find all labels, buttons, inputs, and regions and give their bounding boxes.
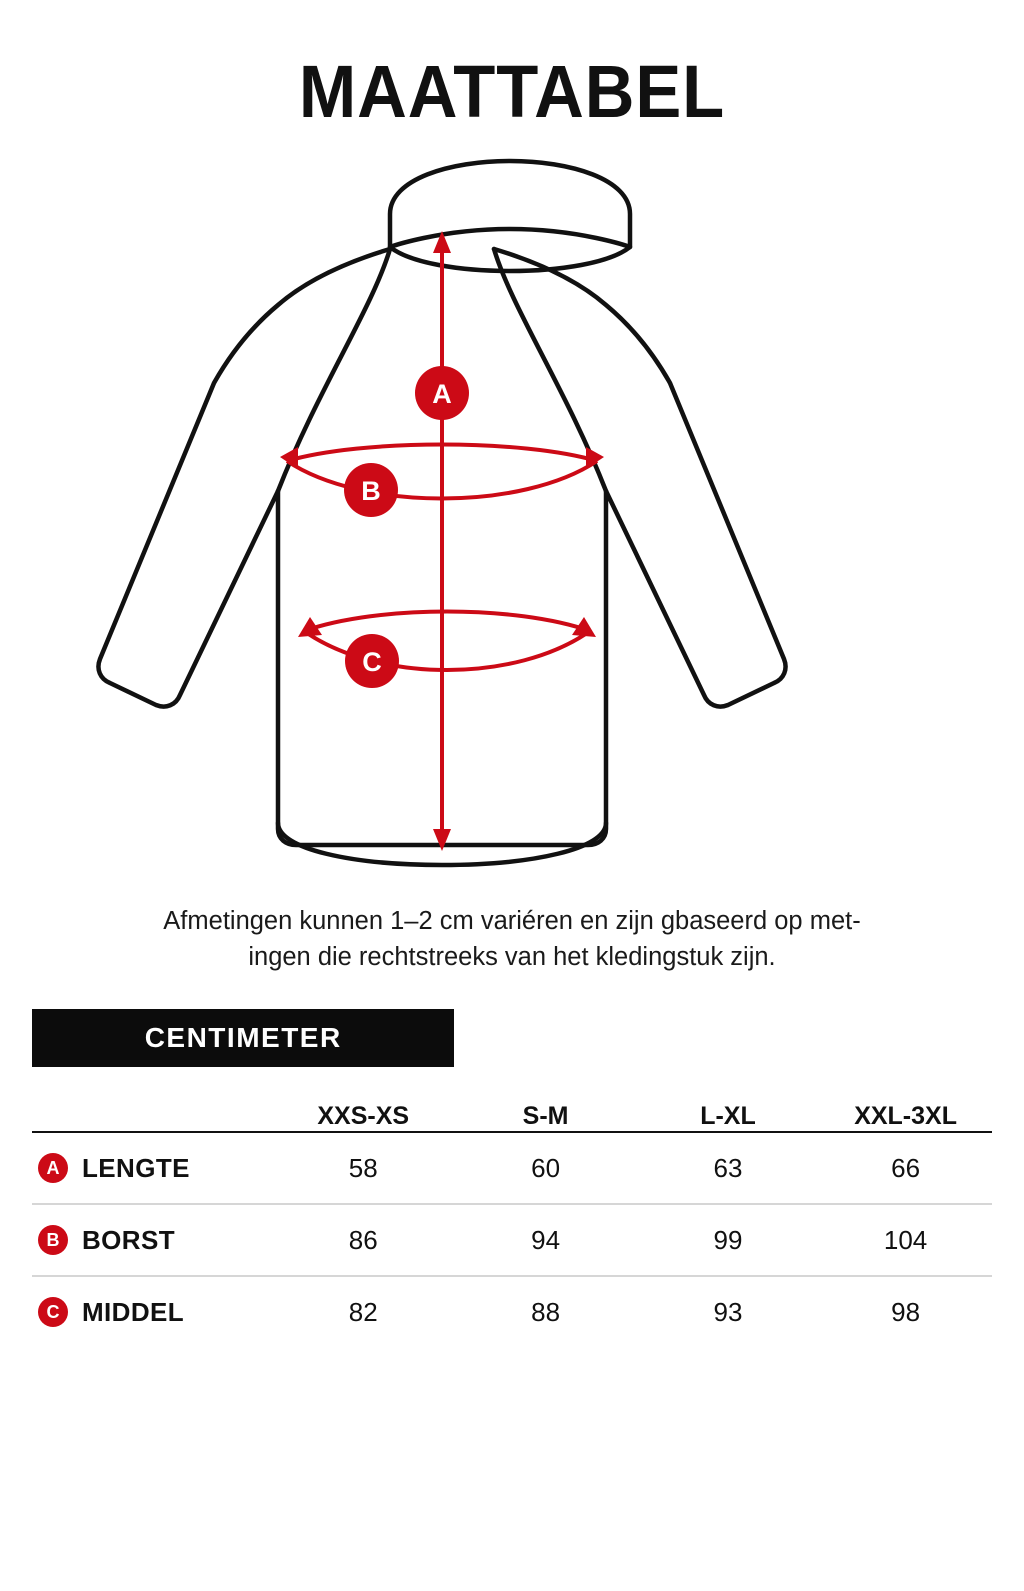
page-title: MAATTABEL <box>298 50 726 133</box>
marker-c <box>345 634 399 688</box>
badge-a-icon: A <box>38 1153 68 1183</box>
measurement-guides <box>280 231 604 851</box>
cell-borst-l-xl: 99 <box>637 1204 819 1276</box>
size-header-xxl-3xl: XXL-3XL <box>819 1067 992 1132</box>
cell-middel-s-m: 88 <box>531 1296 561 1327</box>
cell-middel-xxs-xs: 82 <box>348 1296 378 1327</box>
size-header-blank <box>32 1067 272 1132</box>
size-header-s-m: S-M <box>454 1067 636 1132</box>
table-row <box>32 1276 992 1347</box>
unit-header-cell: CENTIMETER <box>32 1009 454 1067</box>
cell-middel-xxl-3xl: 98 <box>891 1296 921 1327</box>
size-table-wrapper <box>32 1009 992 1347</box>
measurement-note <box>62 903 962 975</box>
cell-borst-s-m: 94 <box>454 1204 636 1276</box>
marker-c-label: C <box>362 647 382 677</box>
cell-lengte-xxl-3xl: 66 <box>819 1132 992 1204</box>
measurement-note-line-2: ingen die rechtstreeks van het kledingstuk zijn. <box>248 943 776 972</box>
table-row <box>32 1204 992 1276</box>
arrow-head-down <box>433 829 451 851</box>
cell-lengte-s-m: 60 <box>454 1132 636 1204</box>
row-label-lengte <box>32 1132 272 1204</box>
marker-b <box>344 463 398 517</box>
garment-diagram <box>0 139 1024 899</box>
row-label-borst <box>32 1204 272 1276</box>
cell-borst-xxl-3xl: 104 <box>819 1204 992 1276</box>
unit-header-blank <box>454 1009 992 1067</box>
row-label-middel <box>32 1276 272 1347</box>
measurement-note-line-1: Afmetingen kunnen 1–2 cm variéren en zijn gbaseerd op met- <box>163 907 861 935</box>
row-label-text: MIDDEL <box>82 1296 185 1327</box>
marker-b-label: B <box>361 476 381 506</box>
badge-c-icon: C <box>38 1297 68 1327</box>
marker-a-label: A <box>432 379 452 409</box>
table-unit-header-row <box>32 1009 992 1067</box>
cell-middel-l-xl: 93 <box>713 1296 743 1327</box>
size-header-xxs-xs: XXS-XS <box>272 1067 454 1132</box>
marker-a <box>415 366 469 420</box>
table-size-header-row <box>32 1067 992 1132</box>
cell-lengte-l-xl: 63 <box>637 1132 819 1204</box>
row-label-text: LENGTE <box>82 1152 190 1183</box>
size-header-l-xl: L-XL <box>637 1067 819 1132</box>
cell-borst-xxs-xs: 86 <box>272 1204 454 1276</box>
row-label-text: BORST <box>82 1224 175 1255</box>
table-row <box>32 1132 992 1204</box>
badge-b-icon: B <box>38 1225 68 1255</box>
size-table <box>32 1009 992 1347</box>
garment-illustration <box>82 139 942 899</box>
cell-lengte-xxs-xs: 58 <box>272 1132 454 1204</box>
waist-line-back <box>304 612 590 632</box>
